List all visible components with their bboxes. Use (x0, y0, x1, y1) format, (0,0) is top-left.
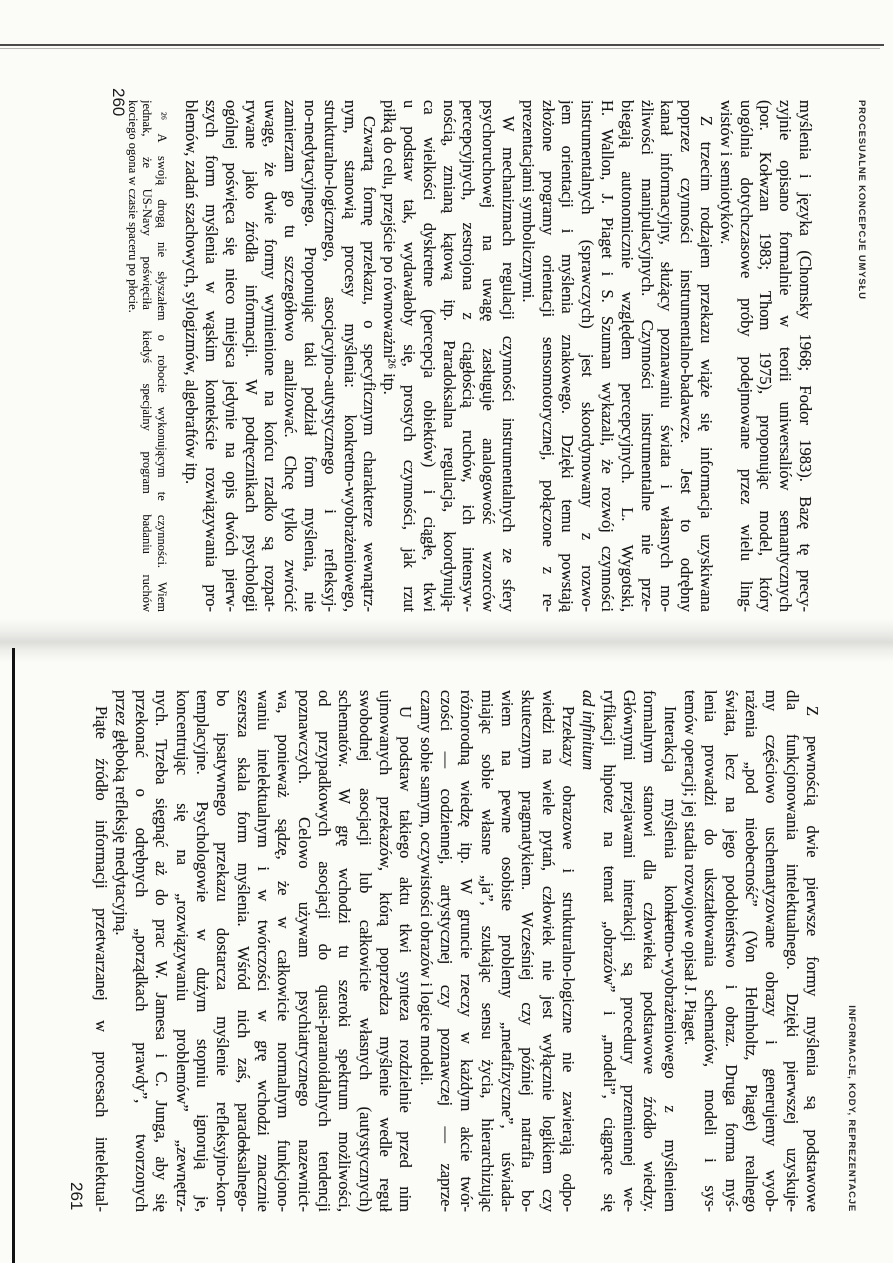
text-line: nością, zmianą kątową itp. Paradoksalna regulacja, koordynują- (439, 100, 459, 612)
page-number: 261 (67, 1182, 86, 1211)
text-line: strukturalno-logicznego, asocjacyjno-autystycznego i refleksyj- (320, 100, 340, 612)
text-line: poprzez czynności instrumentalno-badawcze. Jest to odrębny (677, 100, 697, 612)
book-edge-shadow (0, 48, 880, 49)
footnote-line: ²⁶ A swoją drogą nie słyszałem o robocie wykonującym te czynności. Wiem (155, 112, 169, 612)
text-line: rywane jako źródła informacji. W podręcznikach psychologii (241, 100, 261, 612)
text-line: zyjnie opisano formalnie w teorii uniwersaliów semantycznych (776, 100, 796, 612)
book-edge-line (0, 44, 884, 46)
text-line: nym, stanowią procesy myślenia: konkretno-wyobrażeniowego, (340, 100, 360, 612)
text-line: biegają autonomicznie względem percepcyjnych. L. Wygotski, (617, 100, 637, 612)
text-line: ad infinitum (579, 690, 599, 771)
right-page (58, 690, 858, 1212)
text-line: schematów. W grę wchodzi tu szeroki spektrum możliwości, (335, 690, 355, 1212)
text-line: czości — codziennej, artystycznej czy poznawczej — zaprze- (437, 690, 457, 1212)
text-line: szych form myślenia w wąskim kontekście rozwiązywania pro- (202, 100, 222, 612)
text-line: formalnym stanowi dla człowieka podstawowe źródło wiedzy. (640, 690, 660, 1212)
text-line: Głównymi przejawami interakcji są procedury przemiennej we- (620, 690, 640, 1212)
running-head: INFORMACJE, KODY, REPREZENTACJE (846, 1005, 857, 1212)
text-line: zamierzam go tu szczegółowo analizować. Chcę tylko zwrócić (281, 100, 301, 612)
text-line: ca wielkości dyskretne (percepcja obiektów) i ciągłe, tkwi (419, 100, 439, 612)
text-line: wiedzi na wiele pytań, człowiek nie jest wyłącznie logikiem czy (538, 690, 558, 1212)
text-line: żliwości manipulacyjnych. Czynności instrumentalne nie prze- (637, 100, 657, 612)
text-line: Czwartą formę przekazu, o specyficznym charakterze wewnątrz- (360, 116, 380, 612)
text-line: poznawczych. Celowo używam psychiatrycznego nazewnict- (294, 690, 314, 1212)
text-line: wiem na pewne osobiste problemy „metafizyczne”, uświada- (498, 690, 518, 1212)
left-page (108, 88, 868, 612)
text-line: złożone programy orientacji sensomotorycznej, połączone z re- (538, 100, 558, 612)
text-line: percepcyjnych, zestrojona z ciągłością ruchów, ich intensyw- (459, 100, 479, 612)
text-line: ogólnej poświęca się nieco miejsca jedynie na opis dwóch pierw- (221, 100, 241, 612)
text-line: Z trzecim rodzajem przekazu wiąże się informacja uzyskiwana (697, 116, 717, 612)
text-line: W mechanizmach regulacji czynności instrumentalnych ze sfery (499, 116, 519, 612)
running-head: PROCESUALNE KONCEPCJE UMYSŁU (856, 100, 867, 300)
text-line: ryfikacji hipotez na temat „obrazów” i „modeli”, ciągnące się (599, 690, 619, 1212)
text-line: rażenia „pod nieobecność” (Von Helmholtz, Piaget) realnego (742, 690, 762, 1212)
footnote-line: kociego ogona w czasie spaceru po płocie. (126, 100, 140, 313)
text-line: świata, lecz na jego podobieństwo i obraz. Druga forma myś- (721, 690, 741, 1212)
text-line: uwagę, że dwie formy wymienione na końcu rzadko są rozpat- (261, 100, 281, 612)
text-line: (por. Kołwzan 1983; Thom 1975), proponując model, który (756, 100, 776, 612)
text-line: wistów i semiotyków. (716, 100, 736, 245)
spine-shadow (0, 618, 893, 662)
text-line: przez głęboką refleksję medytacyjną. (111, 690, 131, 936)
text-line: koncentrując się na „rozwiązywaniu problemów” „zewnętrz- (172, 690, 192, 1212)
footnote (126, 100, 170, 612)
text-line: blemów, zadań szachowych, sylogizmów, algebraftów itp. (182, 100, 202, 485)
text-line: H. Wallon, J. Piaget i S. Szuman wykazali, że rozwój czynności (598, 100, 618, 612)
text-line: no-medytacyjnego. Proponując taki podział form myślenia, nie (301, 100, 321, 612)
text-line: Z pewnością dwie pierwsze formy myślenia są podstawowe (803, 706, 822, 1212)
text-line: skutecznym pragmatykiem. Wcześniej czy później natrafia bo- (518, 690, 538, 1212)
text-line: myślenia i języka (Chomsky 1968; Fodor 1983). Bazę tę precy- (796, 100, 815, 612)
text-line: temów operacji; jej stadia rozwojowe opisał J. Piaget. (681, 690, 701, 1046)
text-line: czamy sobie samym, oczywistości obrazów i logice modeli. (416, 690, 436, 1086)
text-line: przekonać o odrębnych „porządkach prawdy”, tworzonych (132, 690, 152, 1212)
text-line: bo ipsatywnego przekazu dostarcza myślenie refleksyjno-kon- (213, 690, 233, 1212)
text-line: u podstaw tak, wydawałoby się, prostych czynności, jak rzut (400, 100, 420, 612)
text-line: piłką do celu, przejście po równoważni²⁶ itp. (380, 100, 400, 395)
text-line: waniu intelektualnym i w twórczości w grę wchodzi znacznie (254, 690, 274, 1212)
page-number: 260 (109, 88, 128, 117)
text-line: ujmowanych przekazów, którą poprzedza myślenie wedle reguł (376, 690, 396, 1212)
page-edge-line (12, 648, 15, 1263)
text-line: Piąte źródło informacji przetwarzanej w procesach intelektual- (91, 706, 111, 1212)
body-text (90, 690, 822, 1212)
text-line: kanał informacyjny, służący poznawaniu świata i własnych mo- (657, 100, 677, 612)
text-line: instrumentalnych (sprawczych) jest skoordynowany z rozwo- (578, 100, 598, 612)
text-line: jem orientacji i myślenia znakowego. Dzięki temu powstają (558, 100, 578, 612)
text-line: swobodnej asocjacji lub całkowicie własnych (autystycznych) (355, 690, 375, 1212)
text-line: szersza skala form myślenia. Wśród nich zaś, paradoksalnego- (233, 690, 253, 1212)
text-line: my częściowo uschematyzowane obrazy i generujemy wyob- (762, 690, 782, 1212)
text-line: prezentacjami symbolicznymi. (518, 100, 538, 303)
text-line: dla funkcjonowania intelektualnego. Dzięki pierwszej uzyskuje- (782, 690, 802, 1212)
text-line: różnorodną wiedzę itp. W gruncie rzeczy w każdym akcie twór- (457, 690, 477, 1212)
text-line: templacyjne. Psychologowie w dużym stopniu ignorują je, (193, 690, 213, 1212)
text-line: Przekazy obrazowe i strukturalno-logiczne nie zawierają odpo- (559, 706, 579, 1212)
text-line: wa, ponieważ sądzę, że w całkowicie normalnym funkcjono- (274, 690, 294, 1212)
body-text (182, 100, 816, 612)
text-line: miając sobie własne „ja”, szukając sensu życia, hierarchizując (477, 690, 497, 1212)
footnote-line: jednak, że US-Navy poświęciła kiedyś specjalny program badaniu ruchów (140, 100, 155, 612)
text-line: U podstaw takiego aktu tkwi synteza rozdzielnie przed nim (396, 706, 416, 1212)
text-line: Interakcja myślenia konkretno-wyobrażeniowego z myśleniem (660, 706, 680, 1212)
text-line: uogólnia dotychczasowe próby podejmowane przez wielu ling- (736, 100, 756, 612)
text-line: nych. Trzeba sięgnąć aż do prac W. Jamesa i C. Junga, aby się (152, 690, 172, 1212)
text-line: od przypadkowych asocjacji do quasi-paranoidalnych tendencji (315, 690, 335, 1212)
text-line: lenia prowadzi do ukształtowania schematów, modeli i sys- (701, 690, 721, 1212)
text-line: psychoruchowej na uwagę zasługuje analogowość wzorców (479, 100, 499, 612)
